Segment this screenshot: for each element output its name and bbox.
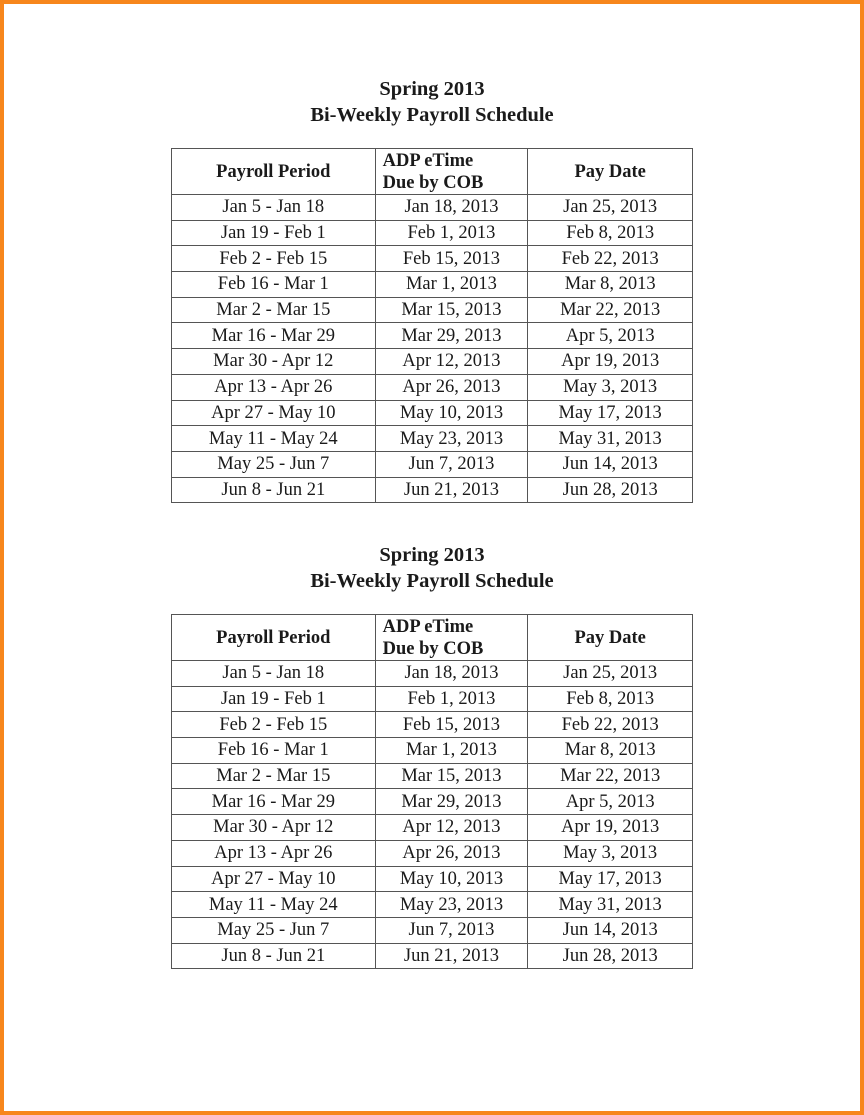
cell-pay-date: Jun 28, 2013 [528,943,693,969]
table-row [172,866,693,892]
cell-etime-due: Mar 15, 2013 [375,297,528,323]
cell-pay-date: Apr 19, 2013 [528,815,693,841]
title-term: Spring 2013 [379,544,485,566]
cell-etime-due: Jan 18, 2013 [375,195,528,221]
table-row [172,220,693,246]
table-row [172,840,693,866]
cell-payroll-period: Apr 27 - May 10 [172,400,376,426]
cell-pay-date: May 17, 2013 [528,866,693,892]
table-row [172,789,693,815]
table-row [172,815,693,841]
cell-etime-due: May 23, 2013 [375,426,528,452]
cell-payroll-period: Feb 16 - Mar 1 [172,738,376,764]
cell-pay-date: Mar 8, 2013 [528,272,693,298]
table-header-row [172,149,693,195]
header-adp-etime [375,149,528,195]
cell-etime-due: Jun 21, 2013 [375,477,528,503]
payroll-schedule-1 [171,76,693,503]
table-row [172,426,693,452]
cell-pay-date: Feb 22, 2013 [528,246,693,272]
cell-payroll-period: May 25 - Jun 7 [172,917,376,943]
cell-pay-date: Mar 22, 2013 [528,763,693,789]
table-row [172,477,693,503]
cell-payroll-period: Jun 8 - Jun 21 [172,477,376,503]
payroll-table [171,148,693,503]
table-row [172,686,693,712]
cell-pay-date: May 3, 2013 [528,840,693,866]
cell-pay-date: Jan 25, 2013 [528,195,693,221]
cell-payroll-period: May 11 - May 24 [172,892,376,918]
cell-pay-date: May 17, 2013 [528,400,693,426]
header-adp-etime-line1: ADP eTime [382,616,474,637]
table-row [172,738,693,764]
cell-etime-due: Mar 1, 2013 [375,272,528,298]
cell-payroll-period: Mar 16 - Mar 29 [172,323,376,349]
cell-payroll-period: May 25 - Jun 7 [172,451,376,477]
table-row [172,374,693,400]
cell-etime-due: Jun 7, 2013 [375,451,528,477]
cell-etime-due: Mar 1, 2013 [375,738,528,764]
cell-payroll-period: Mar 16 - Mar 29 [172,789,376,815]
cell-pay-date: Apr 5, 2013 [528,323,693,349]
cell-etime-due: Feb 15, 2013 [375,712,528,738]
header-pay-date: Pay Date [528,149,693,195]
cell-pay-date: Apr 5, 2013 [528,789,693,815]
cell-payroll-period: Mar 2 - Mar 15 [172,297,376,323]
header-adp-etime-line1: ADP eTime [382,150,474,171]
cell-payroll-period: Feb 2 - Feb 15 [172,246,376,272]
cell-pay-date: Jun 14, 2013 [528,451,693,477]
cell-pay-date: Jun 14, 2013 [528,917,693,943]
cell-pay-date: Jan 25, 2013 [528,661,693,687]
cell-etime-due: May 10, 2013 [375,400,528,426]
cell-payroll-period: Jan 5 - Jan 18 [172,661,376,687]
cell-etime-due: Mar 29, 2013 [375,323,528,349]
cell-payroll-period: Mar 30 - Apr 12 [172,349,376,375]
table-row [172,246,693,272]
table-row [172,892,693,918]
header-pay-date: Pay Date [528,615,693,661]
cell-etime-due: Mar 15, 2013 [375,763,528,789]
cell-payroll-period: Jun 8 - Jun 21 [172,943,376,969]
title-subtitle: Bi-Weekly Payroll Schedule [310,104,554,126]
table-row [172,661,693,687]
cell-pay-date: May 31, 2013 [528,426,693,452]
cell-etime-due: Mar 29, 2013 [375,789,528,815]
header-payroll-period: Payroll Period [172,615,376,661]
cell-payroll-period: Apr 27 - May 10 [172,866,376,892]
cell-etime-due: Feb 15, 2013 [375,246,528,272]
cell-pay-date: May 3, 2013 [528,374,693,400]
cell-payroll-period: Apr 13 - Apr 26 [172,840,376,866]
cell-pay-date: Mar 8, 2013 [528,738,693,764]
cell-etime-due: Jun 7, 2013 [375,917,528,943]
header-adp-etime-line2: Due by COB [382,638,484,659]
cell-pay-date: Feb 8, 2013 [528,686,693,712]
table-row [172,195,693,221]
cell-payroll-period: Jan 5 - Jan 18 [172,195,376,221]
table-header-row [172,615,693,661]
header-adp-etime-line2: Due by COB [382,172,484,193]
title-term: Spring 2013 [379,78,485,100]
cell-payroll-period: Jan 19 - Feb 1 [172,220,376,246]
table-row [172,272,693,298]
cell-pay-date: Apr 19, 2013 [528,349,693,375]
cell-etime-due: May 23, 2013 [375,892,528,918]
payroll-table [171,614,693,969]
cell-etime-due: Jan 18, 2013 [375,661,528,687]
cell-payroll-period: Mar 30 - Apr 12 [172,815,376,841]
cell-etime-due: Apr 12, 2013 [375,815,528,841]
table-row [172,349,693,375]
cell-payroll-period: Feb 16 - Mar 1 [172,272,376,298]
schedule-title [171,542,693,594]
cell-pay-date: May 31, 2013 [528,892,693,918]
title-subtitle: Bi-Weekly Payroll Schedule [310,570,554,592]
table-row [172,943,693,969]
cell-etime-due: Apr 26, 2013 [375,840,528,866]
table-row [172,451,693,477]
cell-payroll-period: May 11 - May 24 [172,426,376,452]
cell-pay-date: Feb 22, 2013 [528,712,693,738]
cell-payroll-period: Mar 2 - Mar 15 [172,763,376,789]
table-body [172,195,693,503]
table-row [172,917,693,943]
cell-etime-due: May 10, 2013 [375,866,528,892]
payroll-schedule-2 [171,542,693,969]
table-row [172,712,693,738]
table-row [172,297,693,323]
cell-etime-due: Jun 21, 2013 [375,943,528,969]
cell-pay-date: Jun 28, 2013 [528,477,693,503]
cell-etime-due: Feb 1, 2013 [375,220,528,246]
table-body [172,661,693,969]
cell-etime-due: Apr 26, 2013 [375,374,528,400]
cell-payroll-period: Feb 2 - Feb 15 [172,712,376,738]
cell-etime-due: Feb 1, 2013 [375,686,528,712]
cell-payroll-period: Apr 13 - Apr 26 [172,374,376,400]
table-row [172,323,693,349]
header-adp-etime [375,615,528,661]
table-row [172,400,693,426]
cell-payroll-period: Jan 19 - Feb 1 [172,686,376,712]
schedule-title [171,76,693,128]
cell-pay-date: Mar 22, 2013 [528,297,693,323]
cell-etime-due: Apr 12, 2013 [375,349,528,375]
cell-pay-date: Feb 8, 2013 [528,220,693,246]
header-payroll-period: Payroll Period [172,149,376,195]
table-row [172,763,693,789]
